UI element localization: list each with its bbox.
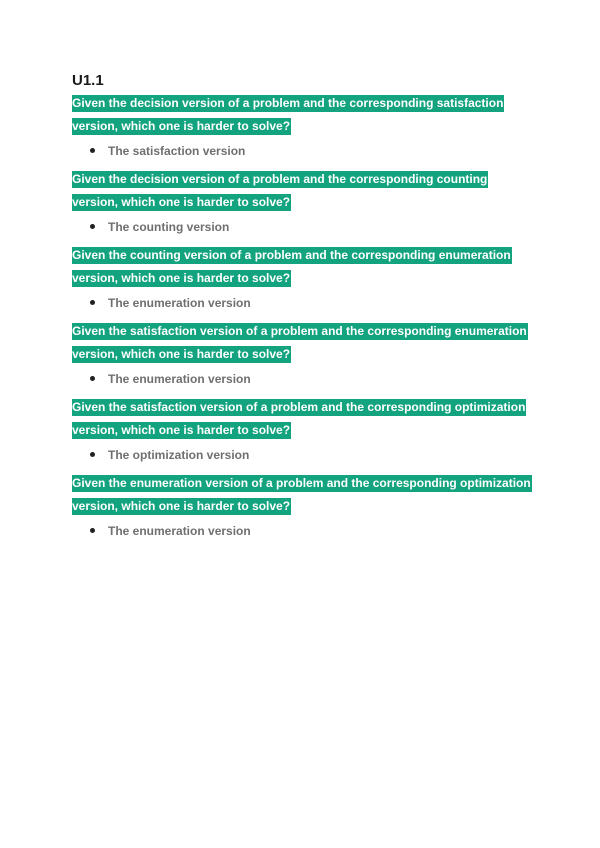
answer-list — [72, 295, 532, 311]
qa-block-1 — [72, 92, 532, 159]
bullet-icon — [90, 376, 95, 381]
qa-block-6 — [72, 472, 532, 539]
answer-text: The counting version — [108, 220, 230, 234]
answer-text: The enumeration version — [108, 372, 251, 386]
answer-item — [72, 447, 532, 463]
question-text: Given the decision version of a problem and the corresponding counting version, which one is harder to solve? — [72, 172, 488, 209]
question-text: Given the satisfaction version of a problem and the corresponding optimization version, which one is harder to solve? — [72, 400, 526, 437]
bullet-icon — [90, 300, 95, 305]
qa-block-2 — [72, 168, 532, 235]
answer-item — [72, 143, 532, 159]
question-text: Given the satisfaction version of a problem and the corresponding enumeration version, which one is harder to solve? — [72, 324, 527, 361]
bullet-icon — [90, 224, 95, 229]
answer-list — [72, 219, 532, 235]
question-text: Given the decision version of a problem and the corresponding satisfaction version, which one is harder to solve? — [72, 96, 504, 133]
qa-block-3 — [72, 244, 532, 311]
answer-item — [72, 523, 532, 539]
bullet-icon — [90, 452, 95, 457]
document-page — [72, 71, 532, 548]
bullet-icon — [90, 148, 95, 153]
answer-text: The satisfaction version — [108, 144, 246, 158]
answer-list — [72, 143, 532, 159]
answer-item — [72, 371, 532, 387]
answer-item — [72, 295, 532, 311]
section-heading: U1.1 — [72, 72, 104, 89]
answer-text: The optimization version — [108, 448, 250, 462]
answer-list — [72, 371, 532, 387]
bullet-icon — [90, 528, 95, 533]
answer-list — [72, 447, 532, 463]
answer-text: The enumeration version — [108, 524, 251, 538]
question-text: Given the counting version of a problem and the corresponding enumeration version, which one is harder to solve? — [72, 248, 511, 285]
answer-item — [72, 219, 532, 235]
qa-block-4 — [72, 320, 532, 387]
question-text: Given the enumeration version of a problem and the corresponding optimization version, which one is harder to solve? — [72, 476, 531, 513]
qa-block-5 — [72, 396, 532, 463]
answer-list — [72, 523, 532, 539]
answer-text: The enumeration version — [108, 296, 251, 310]
